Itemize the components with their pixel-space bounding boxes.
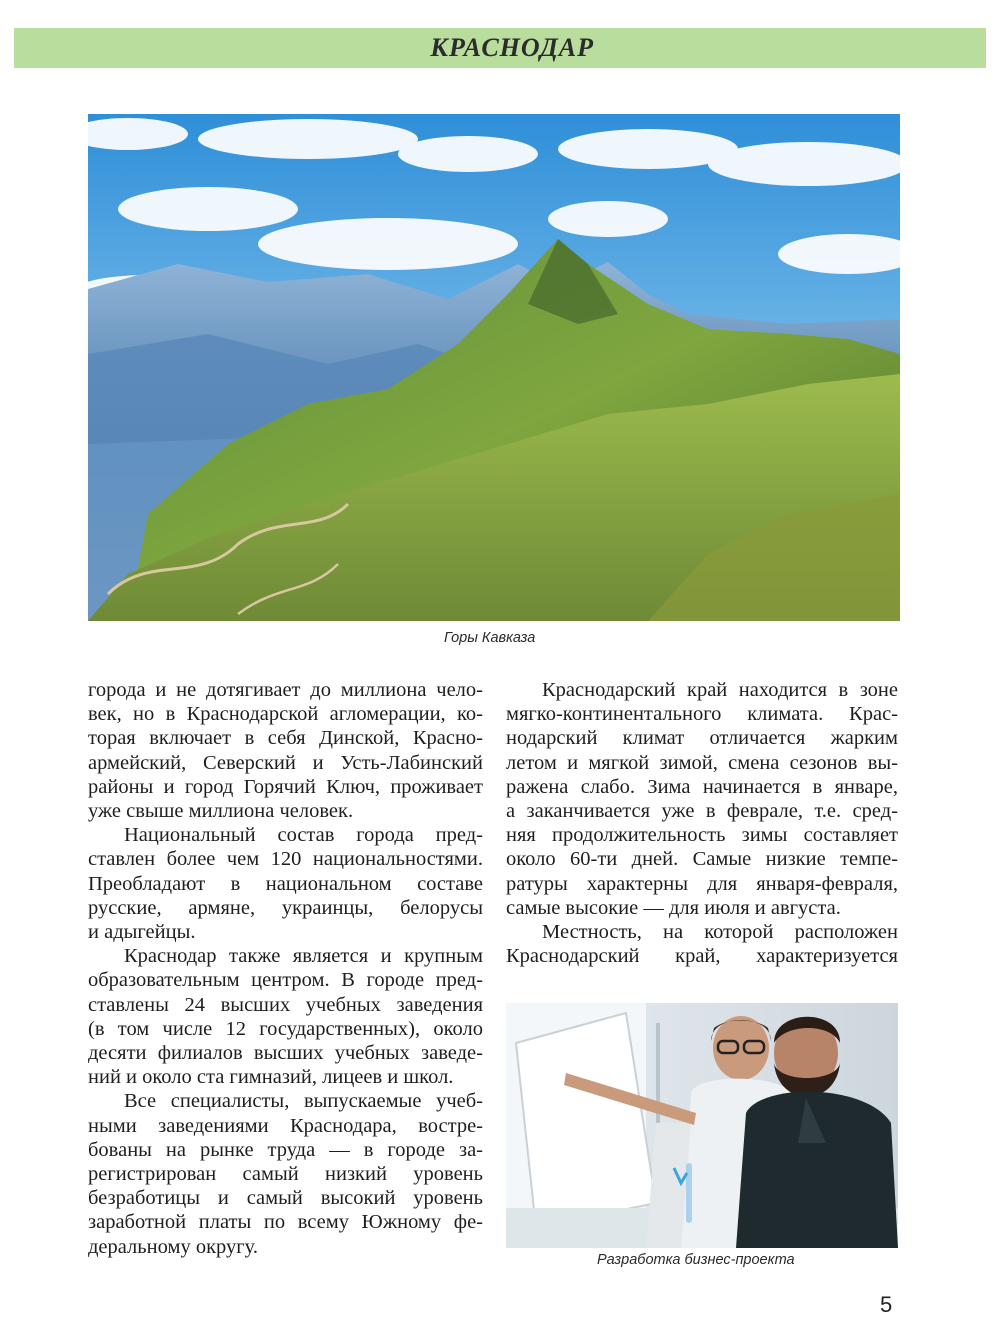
text-line: ний и около ста гимназий, лицеев и школ. (88, 1066, 454, 1089)
text-line: уже свыше миллиона человек. (88, 800, 354, 823)
text-line: ными заведениями Краснодара, востре- (88, 1114, 483, 1137)
header-band (14, 28, 986, 68)
text-line: бованы на рынке труда — в городе за- (88, 1138, 483, 1161)
text-line: Национальный состав города пред- (124, 824, 483, 847)
text-line: регистрирован самый низкий уровень (88, 1163, 483, 1186)
page-title: КРАСНОДАР (430, 33, 594, 62)
text-line: торая включает в себя Динской, Красно- (88, 727, 483, 750)
text-line: русские, армяне, украинцы, белорусы (88, 896, 483, 919)
text-line: ражена слабо. Зима начинается в январе, (506, 775, 898, 798)
text-line: ратуры характерны для января-февраля, (506, 872, 898, 895)
business-project-photo (506, 1003, 898, 1248)
text-line: (в том числе 12 государственных), около (88, 1017, 483, 1040)
text-line: Все специалисты, выпускаемые учеб- (124, 1090, 483, 1113)
text-column-left (88, 678, 483, 1259)
text-line: Местность, на которой расположен (542, 921, 898, 944)
text-line: Краснодарский край находится в зоне (542, 679, 898, 701)
text-line: няя продолжительность зимы составляет (506, 824, 898, 847)
mountains-illustration (88, 114, 900, 621)
text-line: Краснодар также является и крупным (124, 945, 483, 968)
text-line: Преобладают в национальном составе (88, 872, 483, 895)
text-line: заработной платы по всему Южному фе- (88, 1211, 483, 1234)
text-line: армейский, Северский и Усть-Лабинский (88, 751, 483, 774)
caucasus-mountains-photo (88, 114, 900, 621)
text-line: ставлены 24 высших учебных заведения (88, 993, 483, 1016)
page-number: 5 (880, 1292, 893, 1317)
text-line: десяти филиалов высших учебных заведе- (88, 1042, 483, 1065)
text-line: Краснодарский край, характеризуется (506, 945, 898, 968)
business-illustration (506, 1003, 898, 1248)
text-line: безработицы и самый высокий уровень (88, 1187, 483, 1210)
text-line: деральному округу. (88, 1235, 258, 1258)
photo-caption-mountains: Горы Кавказа (444, 630, 536, 646)
text-line: районы и город Горячий Ключ, проживает (88, 775, 483, 798)
text-line: города и не дотягивает до миллиона чело- (88, 679, 483, 701)
text-column-right (506, 678, 898, 968)
photo-caption-business: Разработка бизнес-проекта (597, 1252, 795, 1268)
text-line: образовательным центром. В городе пред- (88, 969, 483, 992)
text-line: мягко-континентального климата. Крас- (506, 703, 898, 726)
text-line: и адыгейцы. (88, 921, 196, 944)
text-line: ставлен более чем 120 национальностями. (88, 848, 483, 871)
text-line: а заканчивается уже в феврале, т.е. сред- (506, 800, 898, 823)
text-line: самые высокие — для июля и августа. (506, 896, 841, 919)
text-line: около 60-ти дней. Самые низкие темпе- (506, 848, 898, 871)
text-line: летом и мягкой зимой, смена сезонов вы- (506, 751, 898, 774)
text-line: нодарский климат отличается жарким (506, 727, 898, 750)
text-line: век, но в Краснодарской агломерации, ко- (88, 703, 483, 726)
